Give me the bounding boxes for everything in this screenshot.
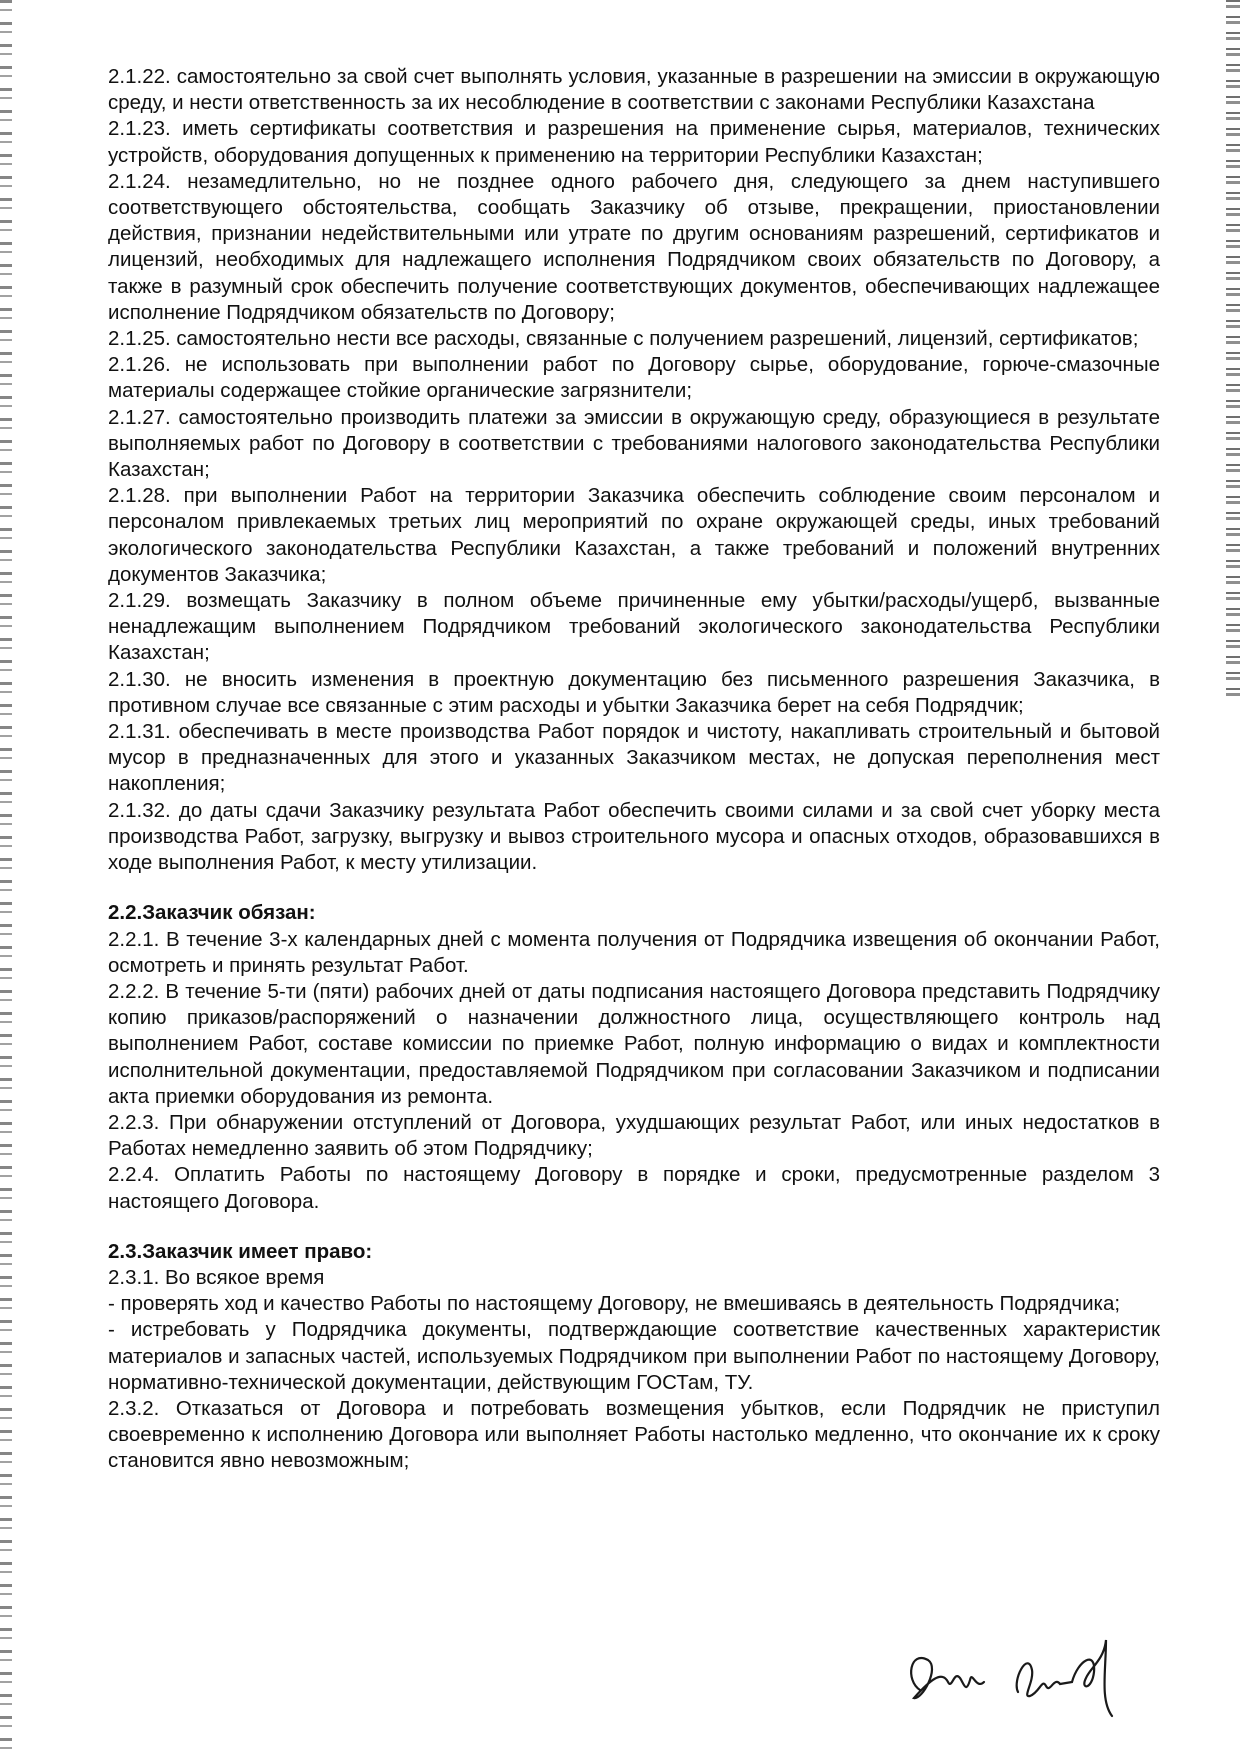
signature-left: [911, 1658, 984, 1698]
section-gap: [108, 1215, 1160, 1239]
clause-2-3-1: 2.3.1. Во всякое время: [108, 1265, 325, 1289]
clause-2-1-22: 2.1.22. самостоятельно за свой счет выполнять условия, указанные в разрешении на эмиссии в окружающую среду, и нести ответственность за их несоблюдение в соответствии с законами Республики Казахстана: [108, 65, 1160, 115]
clause-2-1-24: 2.1.24. незамедлительно, но не позднее одного рабочего дня, следующего за днем наступившего соответствующего обстоятельства, сообщать Заказчику об отзыве, прекращении, приостановлении действия, признании недействительными или утрате по другим основаниям разрешений, сертификатов и лицензий, необходимых для надлежащего исполнения Подрядчиком своих обязательств по Договору, а также в разумный срок обеспечить получение соответствующих документов, обеспечивающих надлежащее исполнение Подрядчиком обязательств по Договору;: [108, 169, 1160, 324]
section-2-3: [108, 1239, 1160, 1475]
section-2-2-heading: 2.2.Заказчик обязан:: [108, 901, 316, 925]
clause-2-3-1-check: - проверять ход и качество Работы по настоящему Договору, не вмешиваясь в деятельность Подрядчика;: [108, 1292, 1121, 1316]
section-2-2: [108, 900, 1160, 1214]
clause-2-1-32: 2.1.32. до даты сдачи Заказчику результата Работ обеспечить своими силами и за свой счет уборку места производства Работ, загрузку, выгрузку и вывоз строительного мусора и опасных отходов, образовавшихся в ходе выполнения Работ, к месту утилизации.: [108, 798, 1160, 875]
clause-2-3-1-request: - истребовать у Подрядчика документы, подтверждающие соответствие качественных характеристик материалов и запасных частей, используемых Подрядчиком при выполнении Работ по настоящему Договору, нормативно-технической документации, действующим ГОСТам, ТУ.: [108, 1318, 1160, 1394]
section-2-3-heading: 2.3.Заказчик имеет право:: [108, 1239, 373, 1263]
signatures: [900, 1620, 1160, 1720]
clause-2-2-2: 2.2.2. В течение 5-ти (пяти) рабочих дней от даты подписания настоящего Договора представить Подрядчику копию приказов/распоряжений о назначении должностного лица, осуществляющего контроль над выполнением Работ, составе комиссии по приемке Работ, полную информацию о видах и комплектности исполнительной документации, предоставляемой Подрядчиком при согласовании Заказчиком и подписании акта приемки оборудования из ремонта.: [108, 979, 1160, 1108]
section-gap: [108, 876, 1160, 900]
clause-2-1-25: 2.1.25. самостоятельно нести все расходы, связанные с получением разрешений, лицензий, сертификатов;: [108, 327, 1139, 351]
clause-2-1-23: 2.1.23. иметь сертификаты соответствия и разрешения на применение сырья, материалов, технических устройств, оборудования допущенных к применению на территории Республики Казахстан;: [108, 117, 1160, 167]
clause-2-2-3: 2.2.3. При обнаружении отступлений от Договора, ухудшающих результат Работ, или иных недостатков в Работах немедленно заявить об этом Подрядчику;: [108, 1110, 1160, 1161]
clause-2-1-30: 2.1.30. не вносить изменения в проектную документацию без письменного разрешения Заказчика, в противном случае все связанные с этим расходы и убытки Заказчика берет на себя Подрядчик;: [108, 667, 1160, 717]
document-page: [108, 64, 1160, 1475]
clause-2-1-27: 2.1.27. самостоятельно производить платежи за эмиссии в окружающую среду, образующиеся в результате выполняемых работ по Договору в соответствии с требованиями налогового законодательства Республики Казахстан;: [108, 405, 1160, 482]
scan-edge-left: [0, 0, 12, 1754]
section-2-1: [108, 64, 1160, 876]
signature-right: [1017, 1640, 1112, 1716]
clause-2-1-28: 2.1.28. при выполнении Работ на территории Заказчика обеспечить соблюдение своим персоналом и персоналом привлекаемых третьих лиц мероприятий по охране окружающей среды, иных требований экологического законодательства Республики Казахстан, а также требований и положений внутренних документов Заказчика;: [108, 484, 1160, 586]
scan-edge-right: [1226, 0, 1240, 700]
clause-2-2-1: 2.2.1. В течение 3-х календарных дней с момента получения от Подрядчика извещения об окончании Работ, осмотреть и принять результат Работ.: [108, 927, 1160, 977]
clause-2-3-2: 2.3.2. Отказаться от Договора и потребовать возмещения убытков, если Подрядчик не приступил своевременно к исполнению Договора или выполняет Работы настолько медленно, что окончание их к сроку становится явно невозможным;: [108, 1396, 1160, 1473]
clause-2-2-4: 2.2.4. Оплатить Работы по настоящему Договору в порядке и сроки, предусмотренные разделом 3 настоящего Договора.: [108, 1163, 1160, 1213]
clause-2-1-26: 2.1.26. не использовать при выполнении работ по Договору сырье, оборудование, горюче-смазочные материалы содержащее стойкие органические загрязнители;: [108, 353, 1160, 403]
clause-2-1-29: 2.1.29. возмещать Заказчику в полном объеме причиненные ему убытки/расходы/ущерб, вызванные ненадлежащим выполнением Подрядчиком требований экологического законодательства Республики Казахстан;: [108, 589, 1160, 665]
clause-2-1-31: 2.1.31. обеспечивать в месте производства Работ порядок и чистоту, накапливать строительный и бытовой мусор в предназначенных для этого и указанных Заказчиком местах, не допуская переполнения мест накопления;: [108, 720, 1160, 796]
